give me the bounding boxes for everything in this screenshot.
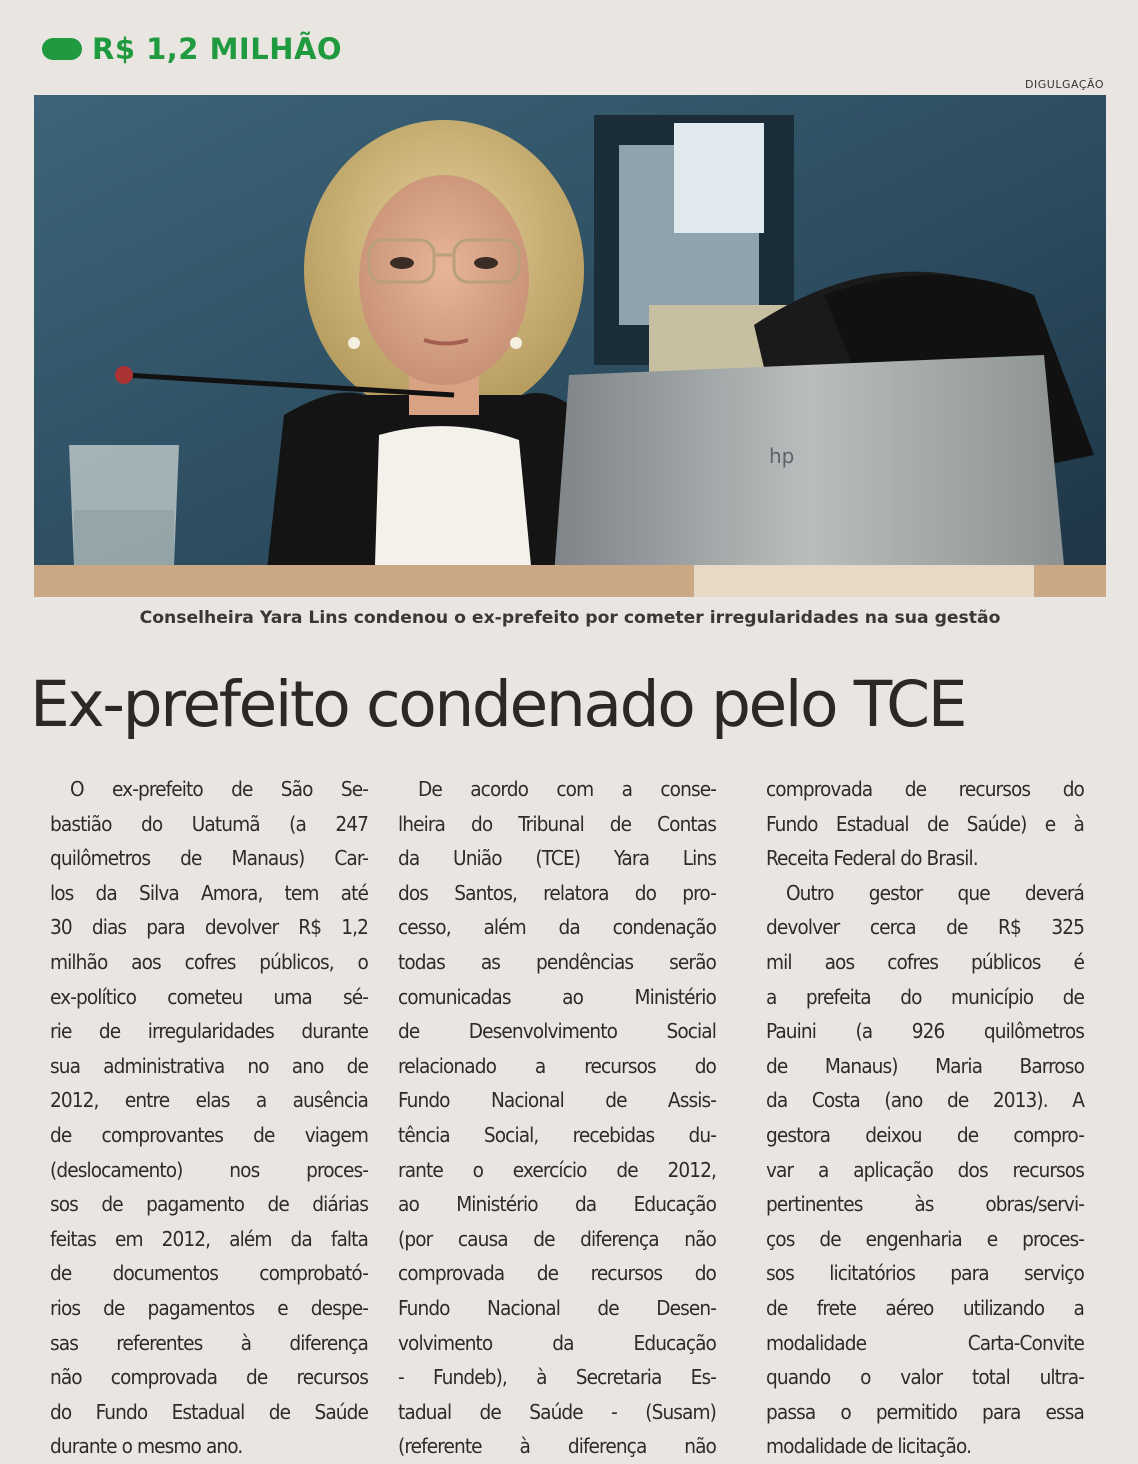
article-column-1 (50, 772, 368, 1464)
article-text-line: dos Santos, relatora do pro- (398, 880, 716, 905)
article-text-line: rios de pagamentos e despe- (50, 1295, 368, 1320)
article-text-line: quilômetros de Manaus) Car- (50, 846, 368, 871)
article-text-line: relacionado a recursos do (398, 1053, 716, 1078)
article-text-line: (por causa de diferença não (398, 1226, 716, 1251)
article-column-3 (766, 772, 1084, 1464)
article-text-line: pertinentes às obras/servi- (766, 1192, 1084, 1217)
article-photo (34, 95, 1106, 597)
article-text-line: (deslocamento) nos proces- (50, 1157, 368, 1182)
article-text-line: sas referentes à diferença (50, 1330, 368, 1355)
article-text-line: ços de engenharia e proces- (766, 1226, 1084, 1251)
article-text-line: a prefeita do município de (766, 984, 1084, 1009)
article-text-line: var a aplicação dos recursos (766, 1157, 1084, 1182)
article-text-line: da Costa (ano de 2013). A (766, 1088, 1084, 1113)
article-text-line: de Manaus) Maria Barroso (766, 1053, 1084, 1078)
article-text-line: cesso, além da condenação (398, 915, 716, 940)
article-text-line: O ex-prefeito de São Se- (70, 777, 368, 801)
article-text-line: modalidade Carta-Convite (766, 1330, 1084, 1355)
article-text-line: Fundo Estadual de Saúde) e à (766, 811, 1084, 836)
article-text-line: Fundo Nacional de Assis- (398, 1088, 716, 1113)
article-text-line: gestora deixou de compro- (766, 1122, 1084, 1147)
laptop-logo: hp (769, 444, 795, 468)
article-text-line: de Desenvolvimento Social (398, 1019, 716, 1044)
article-text-line: - Fundeb), à Secretaria Es- (398, 1365, 716, 1390)
article-text-line: passa o permitido para essa (766, 1399, 1084, 1424)
article-text-line: de comprovantes de viagem (50, 1122, 368, 1147)
kicker-pill-icon (42, 38, 82, 60)
article-text-line: Pauini (a 926 quilômetros (766, 1019, 1084, 1044)
article-text-line: sos licitatórios para serviço (766, 1261, 1084, 1286)
article-text-line: do Fundo Estadual de Saúde (50, 1399, 368, 1424)
section-kicker (42, 30, 342, 68)
article-text-line: da União (TCE) Yara Lins (398, 846, 716, 871)
article-text-line: (referente à diferença não (398, 1434, 716, 1459)
article-text-line: Fundo Nacional de Desen- (398, 1295, 716, 1320)
article-text-line: rie de irregularidades durante (50, 1019, 368, 1044)
article-text-line: durante o mesmo ano. (50, 1434, 243, 1459)
article-text-line: tadual de Saúde - (Susam) (398, 1399, 716, 1424)
article-text-line: 30 dias para devolver R$ 1,2 (50, 915, 368, 940)
article-text-line: lheira do Tribunal de Contas (398, 811, 716, 836)
article-text-line: sua administrativa no ano de (50, 1053, 368, 1078)
photo-illustration (34, 95, 1106, 597)
article-text-line: não comprovada de recursos (50, 1365, 368, 1390)
article-text-line: Outro gestor que deverá (786, 880, 1084, 905)
article-text-line: volvimento da Educação (398, 1330, 716, 1355)
article-text-line: milhão aos cofres públicos, o (50, 949, 368, 974)
article-text-line: comprovada de recursos do (766, 777, 1084, 801)
article-text-line: de documentos comprobató- (50, 1261, 368, 1286)
article-headline: Ex-prefeito condenado pelo TCE (30, 668, 966, 741)
photo-caption: Conselheira Yara Lins condenou o ex-prefeito por cometer irregularidades na sua gestão (139, 608, 1001, 628)
article-text-line: todas as pendências serão (398, 949, 716, 974)
article-column-2 (398, 772, 716, 1464)
photo-credit: DIGULGAÇÃO (1025, 78, 1104, 91)
article-text-line: comunicadas ao Ministério (398, 984, 716, 1009)
article-text-line: comprovada de recursos do (398, 1261, 716, 1286)
article-text-line: quando o valor total ultra- (766, 1365, 1084, 1390)
kicker-label: R$ 1,2 MILHÃO (92, 32, 343, 66)
article-text-line: de frete aéreo utilizando a (766, 1295, 1084, 1320)
article-text-line: devolver cerca de R$ 325 (766, 915, 1084, 940)
article-text-line: bastião do Uatumã (a 247 (50, 811, 368, 836)
article-text-line: sos de pagamento de diárias (50, 1192, 368, 1217)
article-text-line: los da Silva Amora, tem até (50, 880, 368, 905)
article-text-line: Receita Federal do Brasil. (766, 846, 978, 871)
article-text-line: ex-político cometeu uma sé- (50, 984, 368, 1009)
article-text-line: feitas em 2012, além da falta (50, 1226, 368, 1251)
article-text-line: De acordo com a conse- (418, 777, 716, 801)
article-text-line: modalidade de licitação. (766, 1434, 972, 1459)
article-text-line: tência Social, recebidas du- (398, 1122, 716, 1147)
article-text-line: 2012, entre elas a ausência (50, 1088, 368, 1113)
article-text-line: ao Ministério da Educação (398, 1192, 716, 1217)
article-text-line: rante o exercício de 2012, (398, 1157, 716, 1182)
article-text-line: mil aos cofres públicos é (766, 949, 1084, 974)
